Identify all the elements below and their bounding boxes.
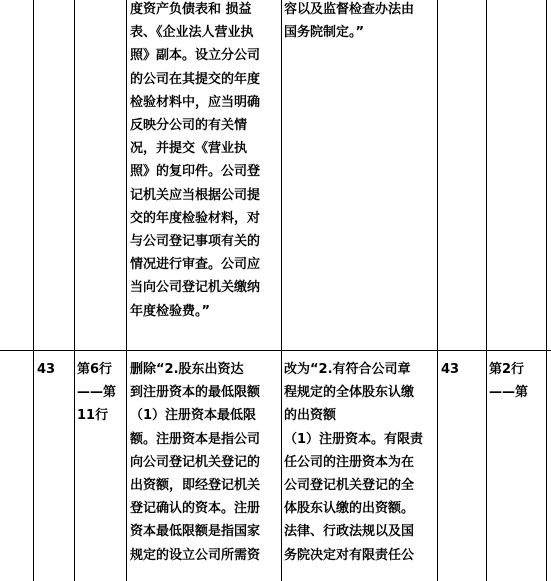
row-number-text: 43 [441, 362, 460, 377]
text-line: 度资产负债表和 损益 [130, 2, 252, 17]
text-line: 与公司登记事项有关的 [130, 234, 261, 250]
text-line: 的公司在其提交的年度 [130, 71, 261, 87]
top-row-requirement-text [130, 0, 260, 323]
text-line: ——第 [77, 385, 117, 401]
location-right [489, 358, 528, 404]
location-left [77, 358, 116, 428]
text-line: 规定的设立公司所需资 [130, 547, 261, 563]
grid-vline-1 [33, 0, 34, 581]
grid-vline-6 [486, 0, 487, 581]
text-line: 额。注册资本是指公司 [130, 431, 261, 447]
text-line: 资本最低限额是指国家 [130, 524, 261, 540]
text-line: 记机关应当根据公司提 [130, 187, 261, 203]
text-line: 删除“2.股东出资达 [130, 362, 244, 377]
text-line: 国务院制定。” [284, 25, 365, 41]
row-number-left [37, 358, 55, 381]
grid-vline-5 [437, 0, 438, 581]
text-line: 况，并提交《营业执 [130, 141, 248, 157]
top-row-amendment-text [284, 0, 414, 44]
grid-vline-3 [126, 0, 127, 581]
text-line: 交的年度检验材料，对 [130, 210, 261, 226]
text-line: 年度检验费。” [130, 303, 211, 319]
text-line: 反映分公司的有关情 [130, 118, 248, 134]
text-line: 任公司的注册资本为在 [284, 454, 415, 470]
amendment-text [284, 358, 423, 567]
text-line: 表、《企业法人营业执 [130, 25, 254, 41]
text-line: 程规定的全体股东认缴 [284, 385, 415, 401]
text-line: 照》副本。设立分公司 [130, 48, 261, 64]
row-number-right [441, 358, 459, 381]
text-line: 检验材料中，应当明确 [130, 94, 261, 110]
text-line: 改为“2.有符合公司章 [284, 362, 411, 377]
grid-vline-2 [74, 0, 75, 581]
text-line: 登记确认的资本。注册 [130, 501, 261, 517]
grid-vline-4 [281, 0, 282, 581]
text-line: 11行 [77, 408, 109, 424]
deletion-text [130, 358, 260, 567]
text-line: 容以及监督检查办法由 [284, 2, 415, 17]
text-line: （1）注册资本。有限责 [284, 431, 424, 447]
text-line: 照》的复印件。公司登 [130, 164, 261, 180]
text-line: 务院决定对有限责任公 [284, 547, 415, 563]
row-number-text: 43 [37, 362, 56, 377]
row-divider [0, 350, 551, 351]
text-line: 的出资额 [284, 408, 337, 424]
text-line: 体股东认缴的出资额。 [284, 501, 415, 517]
text-line: 法律、行政法规以及国 [284, 524, 415, 540]
text-line: 公司登记机关登记的全 [284, 478, 415, 494]
grid-vline-7 [546, 0, 547, 581]
text-line: ——第 [489, 385, 529, 401]
text-line: 第2行 [489, 362, 525, 377]
text-line: 当向公司登记机关缴纳 [130, 280, 261, 296]
text-line: 第6行 [77, 362, 113, 377]
text-line: 出资额，即经登记机关 [130, 478, 261, 494]
text-line: （1）注册资本最低限 [130, 408, 257, 424]
text-line: 到注册资本的最低限额 [130, 385, 261, 401]
text-line: 情况进行审查。公司应 [130, 257, 261, 273]
text-line: 向公司登记机关登记的 [130, 454, 261, 470]
